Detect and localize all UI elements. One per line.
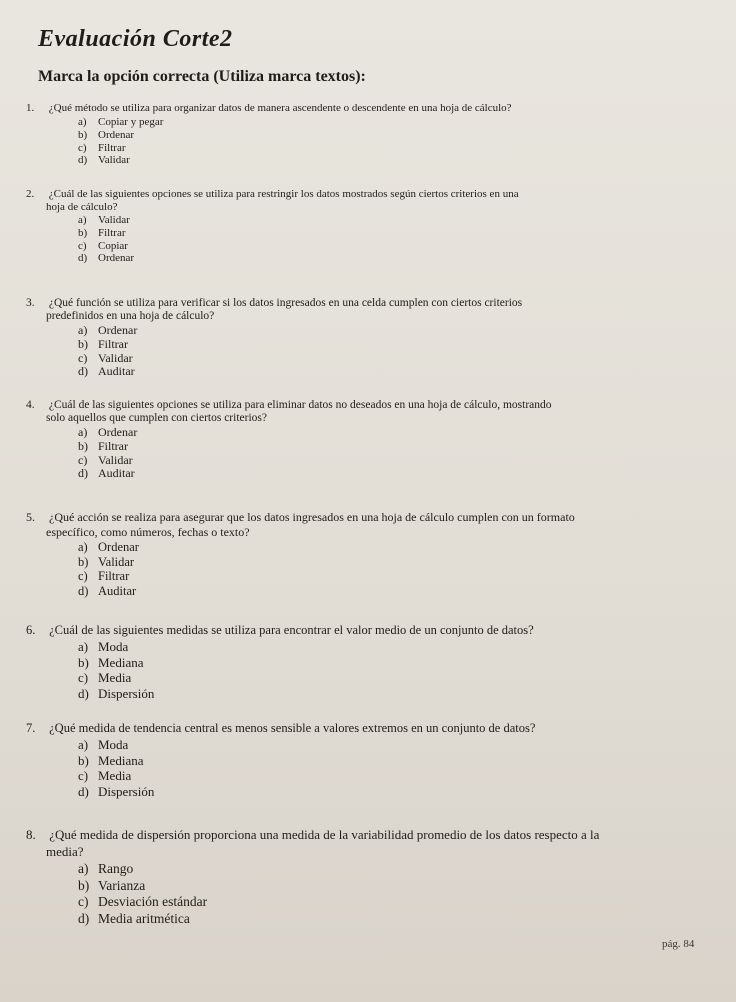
question-1 — [26, 102, 706, 167]
question-text: ¿Qué acción se realiza para asegurar que los datos ingresados en una hoja de cálculo cumplen con un formato — [49, 510, 575, 524]
instructions: Marca la opción correcta (Utiliza marca textos): — [38, 68, 366, 85]
question-text: ¿Qué medida de tendencia central es menos sensible a valores extremos en un conjunto de datos? — [49, 721, 536, 735]
options-list — [78, 426, 706, 481]
question-number: 6. — [26, 623, 36, 637]
question-4 — [26, 398, 706, 481]
option-b[interactable]: b) Varianza — [78, 877, 146, 893]
option-b[interactable]: b) Mediana — [78, 752, 144, 768]
options-list — [78, 861, 706, 927]
option-c[interactable]: c) Copiar — [78, 239, 128, 252]
option-c[interactable]: c) Validar — [78, 452, 133, 467]
question-2 — [26, 188, 706, 265]
option-d[interactable]: d) Auditar — [78, 364, 135, 379]
option-c[interactable]: c) Validar — [78, 350, 133, 365]
option-a[interactable]: a) Copiar y pegar — [78, 116, 164, 128]
option-a[interactable]: a) Ordenar — [78, 323, 138, 337]
question-text: ¿Qué método se utiliza para organizar datos de manera ascendente o descendente en una hoja de cálculo? — [48, 102, 512, 114]
question-text: ¿Qué medida de dispersión proporciona una medida de la variabilidad promedio de los datos respecto a la — [49, 827, 600, 842]
options-list — [78, 116, 706, 167]
question-text-continued: solo aquellos que cumplen con ciertos criterios? — [46, 412, 267, 424]
question-text: ¿Cuál de las siguientes opciones se utiliza para restringir los datos mostrados según ciertos criterios en una — [48, 188, 519, 200]
question-5 — [26, 510, 706, 598]
question-text-continued: específico, como números, fechas o texto? — [46, 525, 250, 539]
question-3 — [26, 296, 706, 379]
question-number: 8. — [26, 827, 36, 842]
option-d[interactable]: d) Validar — [78, 154, 130, 167]
options-list — [78, 737, 706, 799]
question-text-continued: hoja de cálculo? — [46, 201, 118, 213]
question-text-continued: predefinidos en una hoja de cálculo? — [46, 310, 215, 322]
option-b[interactable]: b) Filtrar — [78, 336, 128, 351]
question-text-continued: media? — [46, 844, 84, 859]
question-8 — [26, 826, 706, 927]
option-c[interactable]: c) Media — [78, 768, 132, 784]
options-list — [78, 214, 706, 265]
option-b[interactable]: b) Mediana — [78, 654, 144, 670]
option-c[interactable]: c) Filtrar — [78, 569, 130, 584]
question-number: 5. — [26, 510, 35, 524]
option-c[interactable]: c) Desviación estándar — [78, 894, 208, 909]
option-a[interactable]: a) Moda — [78, 737, 129, 752]
options-list — [78, 639, 706, 701]
option-b[interactable]: b) Filtrar — [78, 438, 128, 453]
option-b[interactable]: b) Validar — [78, 554, 135, 569]
question-number: 4. — [26, 399, 35, 411]
option-a[interactable]: a) Rango — [78, 861, 134, 876]
option-c[interactable]: c) Filtrar — [78, 141, 126, 154]
question-6 — [26, 622, 706, 701]
question-text: ¿Cuál de las siguientes medidas se utiliza para encontrar el valor medio de un conjunto de datos? — [49, 623, 534, 637]
options-list — [78, 540, 706, 598]
question-number: 1. — [26, 102, 35, 114]
exam-title: Evaluación Corte2 — [38, 26, 233, 52]
question-number: 2. — [26, 188, 35, 200]
option-c[interactable]: c) Media — [78, 670, 132, 686]
option-d[interactable]: d) Auditar — [78, 466, 135, 481]
option-d[interactable]: d) Dispersión — [78, 783, 155, 799]
question-text: ¿Qué función se utiliza para verificar si los datos ingresados en una celda cumplen con ciertos criterios — [48, 297, 523, 309]
question-7 — [26, 720, 706, 799]
option-d[interactable]: d) Auditar — [78, 583, 137, 598]
option-d[interactable]: d) Ordenar — [78, 252, 135, 265]
question-number: 7. — [26, 721, 36, 735]
options-list — [78, 324, 706, 379]
question-text: ¿Cuál de las siguientes opciones se utiliza para eliminar datos no deseados en una hoja de cálculo, mostrando — [48, 399, 552, 411]
question-number: 3. — [26, 297, 35, 309]
option-a[interactable]: a) Ordenar — [78, 425, 138, 439]
option-d[interactable]: d) Dispersión — [78, 685, 155, 701]
option-b[interactable]: b) Filtrar — [78, 226, 126, 239]
option-b[interactable]: b) Ordenar — [78, 128, 135, 141]
option-d[interactable]: d) Media aritmética — [78, 910, 190, 926]
page-number: pág. 84 — [662, 938, 695, 950]
option-a[interactable]: a) Moda — [78, 639, 129, 654]
option-a[interactable]: a) Validar — [78, 214, 130, 226]
option-a[interactable]: a) Ordenar — [78, 540, 139, 554]
